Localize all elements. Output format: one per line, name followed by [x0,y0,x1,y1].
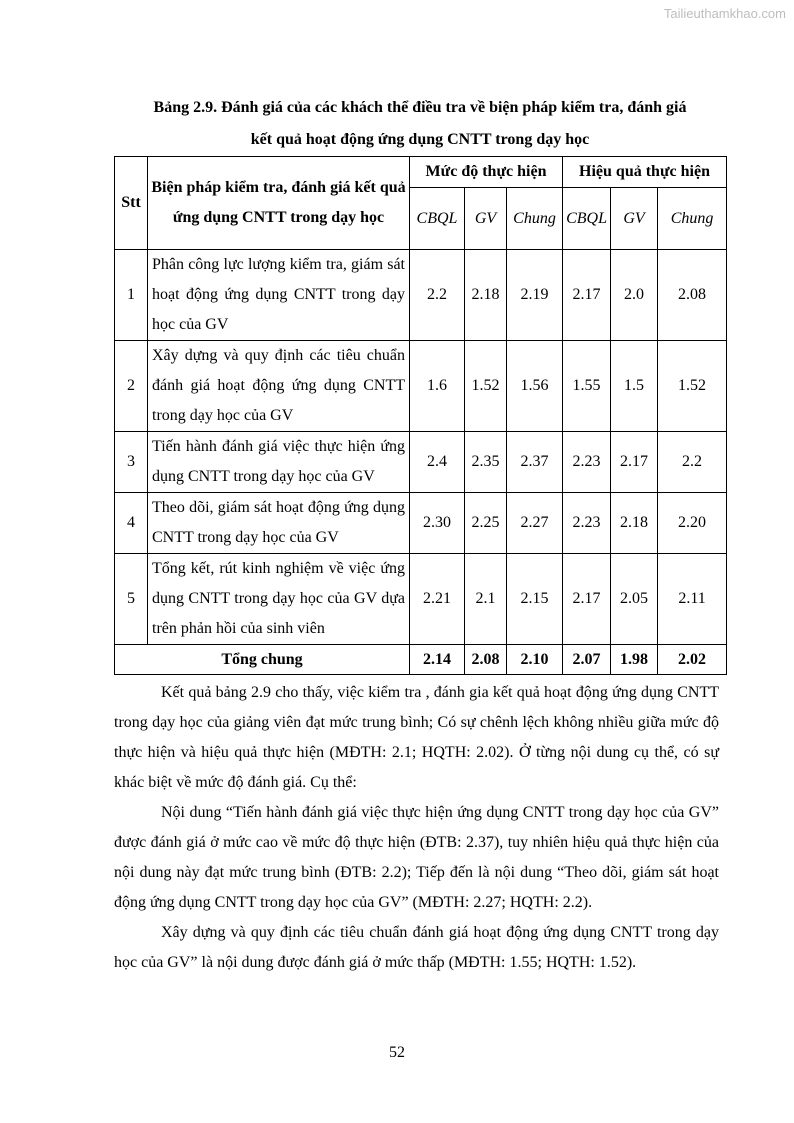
cell-value: 1.52 [465,341,507,432]
paragraph: Xây dựng và quy định các tiêu chuẩn đánh giá hoạt động ứng dụng CNTT trong dạy học của GV” là nội dung được đánh giá ở mức thấp (MĐTH: 1.55; HQTH: 1.52). [114,924,719,971]
total-value: 2.14 [410,645,465,675]
paragraph: Nội dung “Tiến hành đánh giá việc thực hiện ứng dụng CNTT trong dạy học của GV” được đánh giá ở mức cao về mức độ thực hiện (ĐTB: 2.37), tuy nhiên hiệu quả thực hiện của nội dung này đạt mức trung bình (ĐTB: 2.2); Tiếp đến là nội dung “Theo dõi, giám sát hoạt động ứng dụng CNTT trong dạy học của GV” (MĐTH: 2.27; HQTH: 2.2). [114,804,719,911]
cell-value: 2.19 [507,250,563,341]
row-stt: 1 [115,250,148,341]
cell-value: 2.17 [563,554,611,645]
cell-value: 2.08 [658,250,727,341]
caption-line-2: kết quả hoạt động ứng dụng CNTT trong dạy học [250,131,590,148]
cell-value: 2.35 [465,432,507,493]
cell-value: 2.11 [658,554,727,645]
page-number: 52 [389,1044,405,1061]
table-row [115,432,727,493]
table-row [115,250,727,341]
watermark: Tailieuthamkhao.com [663,6,786,21]
header-effect: Hiệu quả thực hiện [563,157,727,188]
table-row [115,341,727,432]
cell-value: 2.18 [465,250,507,341]
cell-value: 2.20 [658,493,727,554]
row-stt: 5 [115,554,148,645]
cell-value: 2.1 [465,554,507,645]
cell-value: 2.25 [465,493,507,554]
cell-value: 2.27 [507,493,563,554]
total-value: 1.98 [611,645,658,675]
table-caption [114,92,726,156]
caption-line-1: Bảng 2.9. Đánh giá của các khách thể điều tra về biện pháp kiểm tra, đánh giá [153,99,687,116]
row-description: Phân công lực lượng kiểm tra, giám sát hoạt động ứng dụng CNTT trong dạy học của GV [148,250,410,341]
subheader-chung-level: Chung [507,188,563,250]
cell-value: 2.37 [507,432,563,493]
cell-value: 2.4 [410,432,465,493]
total-row [115,645,727,675]
header-measure: Biện pháp kiểm tra, đánh giá kết quả ứng dụng CNTT trong dạy học [148,157,410,250]
subheader-gv-effect: GV [611,188,658,250]
cell-value: 1.5 [611,341,658,432]
cell-value: 1.6 [410,341,465,432]
subheader-cbql-effect: CBQL [563,188,611,250]
row-stt: 4 [115,493,148,554]
row-description: Tiến hành đánh giá việc thực hiện ứng dụng CNTT trong dạy học của GV [148,432,410,493]
row-stt: 2 [115,341,148,432]
cell-value: 2.17 [611,432,658,493]
cell-value: 2.23 [563,432,611,493]
evaluation-table [114,156,727,675]
cell-value: 2.17 [563,250,611,341]
total-value: 2.10 [507,645,563,675]
cell-value: 2.18 [611,493,658,554]
row-stt: 3 [115,432,148,493]
cell-value: 2.2 [410,250,465,341]
total-label: Tổng chung [115,645,410,675]
total-value: 2.02 [658,645,727,675]
cell-value: 1.52 [658,341,727,432]
cell-value: 2.23 [563,493,611,554]
cell-value: 2.15 [507,554,563,645]
total-value: 2.08 [465,645,507,675]
cell-value: 2.05 [611,554,658,645]
total-value: 2.07 [563,645,611,675]
cell-value: 1.55 [563,341,611,432]
table-row [115,554,727,645]
subheader-chung-effect: Chung [658,188,727,250]
subheader-gv-level: GV [465,188,507,250]
header-stt: Stt [115,157,148,250]
row-description: Tổng kết, rút kinh nghiệm về việc ứng dụng CNTT trong dạy học của GV dựa trên phản hồi của sinh viên [148,554,410,645]
cell-value: 2.2 [658,432,727,493]
row-description: Theo dõi, giám sát hoạt động ứng dụng CNTT trong dạy học của GV [148,493,410,554]
row-description: Xây dựng và quy định các tiêu chuẩn đánh giá hoạt động ứng dụng CNTT trong dạy học của GV [148,341,410,432]
subheader-cbql-level: CBQL [410,188,465,250]
cell-value: 2.30 [410,493,465,554]
paragraph: Kết quả bảng 2.9 cho thấy, việc kiểm tra , đánh gia kết quả hoạt động ứng dụng CNTT trong dạy học của giảng viên đạt mức trung bình; Có sự chênh lệch không nhiều giữa mức độ thực hiện và hiệu quả thực hiện (MĐTH: 2.1; HQTH: 2.02). Ở từng nội dung cụ thể, có sự khác biệt về mức độ đánh giá. Cụ thể: [114,684,719,791]
body-text [114,678,719,978]
header-level: Mức độ thực hiện [410,157,563,188]
cell-value: 2.0 [611,250,658,341]
cell-value: 2.21 [410,554,465,645]
table-row [115,493,727,554]
cell-value: 1.56 [507,341,563,432]
